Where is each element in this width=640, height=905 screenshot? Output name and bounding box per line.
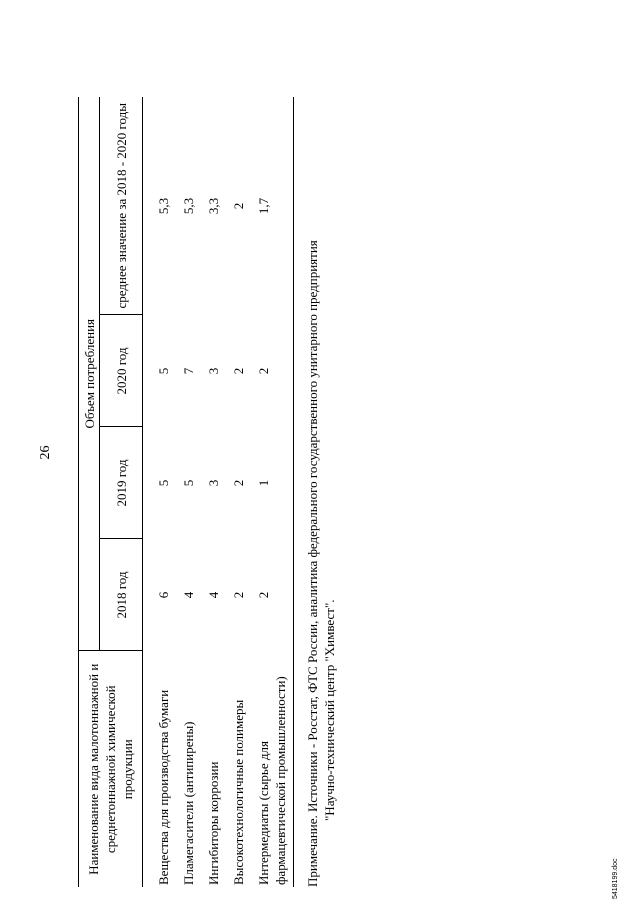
row-name: Ингибиторы коррозии xyxy=(206,761,221,885)
row-name: Интермедиаты (сырье для фармацевтической промышленности) xyxy=(255,651,294,887)
cell-2018: 4 xyxy=(181,591,196,599)
source-note-line-1: Примечание. Источники - Росстат, ФТС России, аналитика федерального государственного унитарного предприятия xyxy=(305,240,320,887)
row-name: Пламегасители (антипирены) xyxy=(181,721,196,885)
cell-average: 2 xyxy=(231,202,246,210)
page-number: 26 xyxy=(38,445,53,460)
cell-2018: 2 xyxy=(231,591,246,599)
row-name: Вещества для производства бумаги xyxy=(156,689,171,885)
cell-average: 1,7 xyxy=(255,97,294,315)
cell-2019: 5 xyxy=(181,479,196,487)
cell-average: 3,3 xyxy=(206,197,221,215)
header-average: среднее значение за 2018 - 2020 годы xyxy=(100,97,143,315)
header-name-column: Наименование вида малотоннажной и среднетоннажной химической продукции xyxy=(79,651,143,887)
cell-2020: 5 xyxy=(156,367,171,375)
header-year-2019: 2019 год xyxy=(100,427,143,539)
header-year-2018: 2018 год xyxy=(100,539,143,651)
source-note xyxy=(304,107,338,887)
cell-2019: 2 xyxy=(231,479,246,487)
cell-2020: 3 xyxy=(206,367,221,375)
cell-2018: 2 xyxy=(255,539,294,651)
table-row xyxy=(205,97,230,887)
cell-2020: 7 xyxy=(181,367,196,375)
cell-2019: 5 xyxy=(156,479,171,487)
table-row xyxy=(143,97,181,887)
cell-2019: 1 xyxy=(255,427,294,539)
table-row xyxy=(255,97,294,887)
document-code: 5418199.doc xyxy=(612,858,619,899)
cell-2020: 2 xyxy=(231,367,246,375)
table-row xyxy=(180,97,205,887)
header-consumption-group: Объем потребления xyxy=(79,97,100,651)
cell-2018: 6 xyxy=(156,591,171,599)
consumption-table xyxy=(78,97,294,887)
cell-2019: 3 xyxy=(206,479,221,487)
row-name: Высокотехнологичные полимеры xyxy=(231,699,246,885)
cell-2020: 2 xyxy=(255,315,294,427)
cell-2018: 4 xyxy=(206,591,221,599)
cell-average: 5,3 xyxy=(181,197,196,215)
header-year-2020: 2020 год xyxy=(100,315,143,427)
source-note-line-2: "Научно-технический центр "Химвест". xyxy=(322,599,337,821)
table-row xyxy=(230,97,255,887)
cell-average: 5,3 xyxy=(156,197,171,215)
